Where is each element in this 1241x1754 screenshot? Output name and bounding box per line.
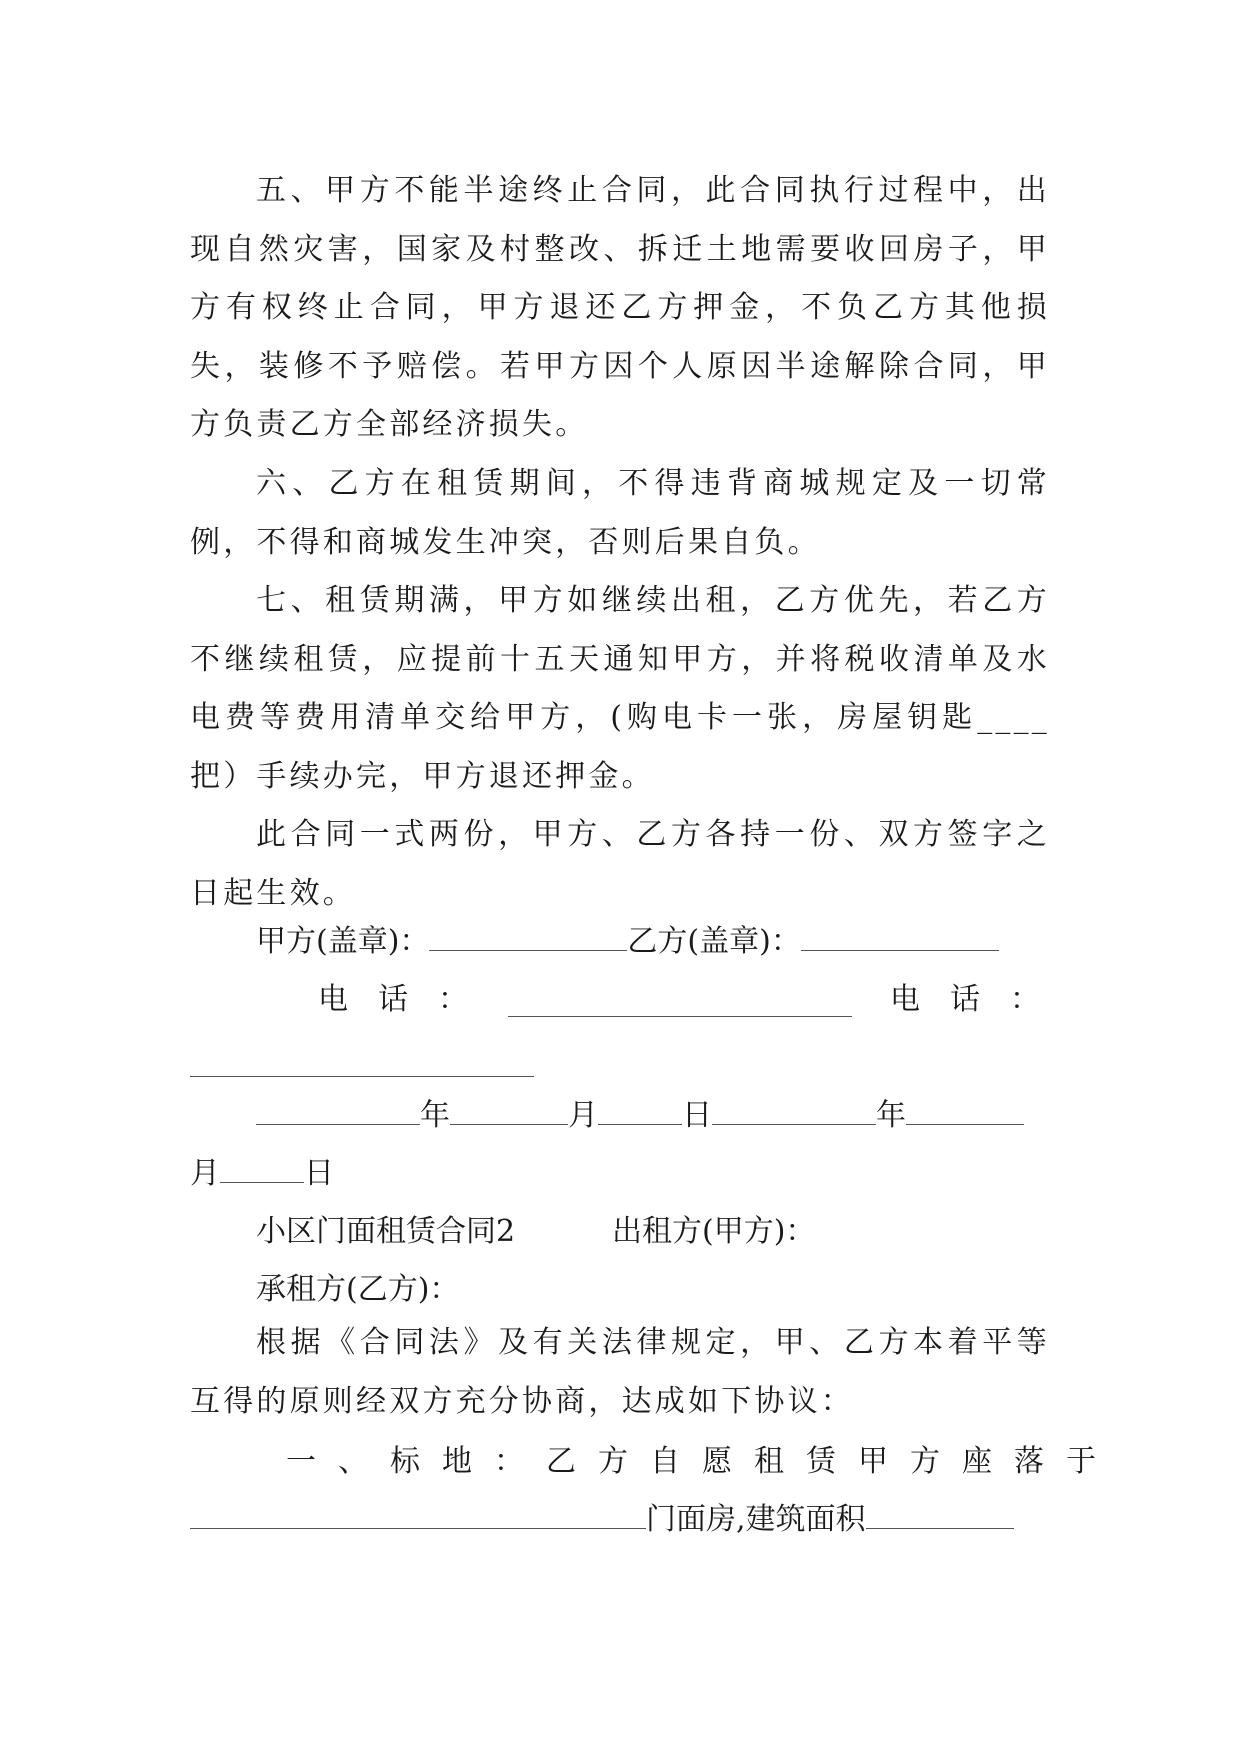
month-a-label: 月	[568, 1098, 598, 1133]
signature-party-row	[256, 922, 999, 962]
year-b-label: 年	[876, 1098, 906, 1133]
location-blank	[190, 1502, 646, 1529]
contract2-intro: 根据《合同法》及有关法律规定，甲、乙方本着平等互得的原则经双方充分协商，达成如下协议：	[190, 1325, 1050, 1419]
day-a-label: 日	[682, 1098, 712, 1133]
date-row-2	[190, 1154, 334, 1194]
phone-a-label: 电 话 ：	[318, 982, 468, 1017]
clause-seven: 七、租赁期满，甲方如继续出租，乙方优先，若乙方不继续租赁，应提前十五天通知甲方，并将税收清单及水电费等费用清单交给甲方，(购电卡一张，房屋钥匙____把）手续办完，甲方退还押金。	[190, 583, 1050, 794]
party-b-blank	[801, 924, 999, 951]
clause1-line-2	[190, 1500, 1014, 1540]
party-b-label: 乙方(盖章)：	[627, 924, 801, 959]
party-a-blank	[429, 924, 627, 951]
month-a-blank	[450, 1098, 568, 1125]
day-b-blank	[220, 1156, 304, 1183]
area-blank	[866, 1502, 1014, 1529]
contract2-title: 小区门面租赁合同2	[256, 1214, 516, 1249]
clause-six: 六、乙方在租赁期间，不得违背商城规定及一切常例，不得和商城发生冲突，否则后果自负。	[190, 466, 1050, 560]
month-b-label: 月	[190, 1156, 220, 1191]
day-a-blank	[598, 1098, 682, 1125]
lessee-label: 承租方(乙方)：	[256, 1272, 460, 1307]
clause-five: 五、甲方不能半途终止合同，此合同执行过程中，出现自然灾害，国家及村整改、拆迁土地需要收回房子，甲方有权终止合同，甲方退还乙方押金，不负乙方其他损失，装修不予赔偿。若甲方因个人原因半途解除合同，甲方负责乙方全部经济损失。	[190, 173, 1050, 442]
phone-b-blank	[190, 1050, 534, 1077]
copies-clause: 此合同一式两份，甲方、乙方各持一份、双方签字之日起生效。	[190, 817, 1050, 911]
clause1-area-label: 门面房,建筑面积	[646, 1502, 866, 1537]
party-a-label: 甲方(盖章)：	[256, 924, 430, 959]
clause1-line: 一、标地：乙方自愿租赁甲方座落于	[286, 1444, 1118, 1479]
date-row	[256, 1096, 1024, 1136]
phone-a-blank	[508, 990, 852, 1017]
month-b-blank	[906, 1098, 1024, 1125]
day-b-label: 日	[304, 1156, 334, 1191]
year-a-blank	[256, 1098, 420, 1125]
phone-b-label: 电 话 ：	[890, 982, 1040, 1017]
lessor-label: 出租方(甲方)：	[612, 1214, 816, 1249]
year-b-blank	[712, 1098, 876, 1125]
year-a-label: 年	[420, 1098, 450, 1133]
